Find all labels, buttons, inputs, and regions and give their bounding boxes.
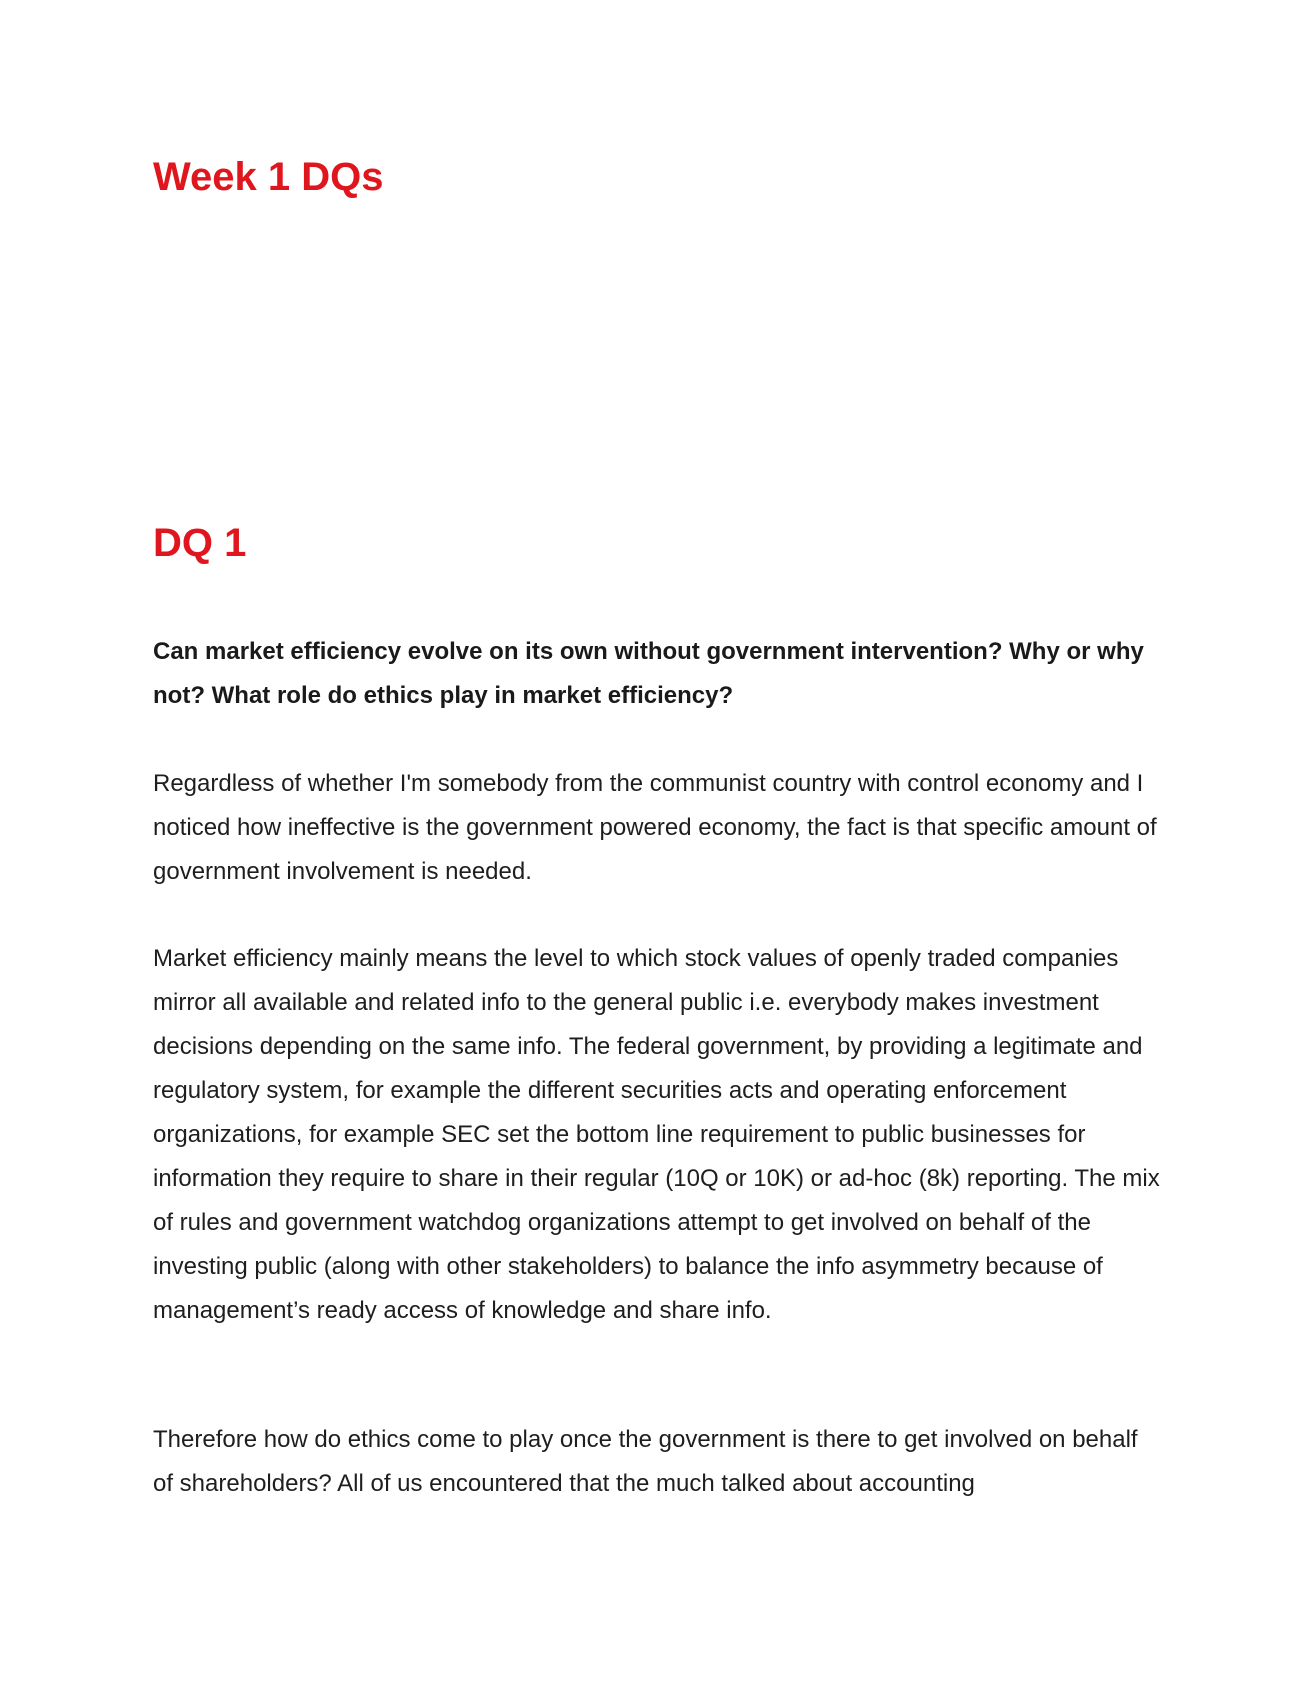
body-paragraph: Market efficiency mainly means the level to which stock values of openly traded companies mirror all available and related info to the general public i.e. everybody makes investment decisions depending on the same info. The federal government, by providing a legitimate and regulatory system, for example the different securities acts and operating enforcement organizations, for example SEC set the bottom line requirement to public businesses for information they require to share in their regular (10Q or 10K) or ad-hoc (8k) reporting. The mix of rules and government watchdog organizations attempt to get involved on behalf of the investing public (along with other stakeholders) to balance the info asymmetry because of management’s ready access of knowledge and share info. bbox=[153, 945, 1160, 1324]
document-title: Week 1 DQs bbox=[153, 155, 384, 199]
body-paragraph: Therefore how do ethics come to play once the government is there to get involved on behalf of shareholders? All of us encountered that the much talked about accounting bbox=[153, 1426, 1138, 1497]
section-heading: DQ 1 bbox=[153, 521, 247, 565]
discussion-question: Can market efficiency evolve on its own without government intervention? Why or why not? What role do ethics play in market efficiency? bbox=[153, 638, 1144, 709]
body-paragraph: Regardless of whether I'm somebody from the communist country with control economy and I noticed how ineffective is the government powered economy, the fact is that specific amount of government involvement is needed. bbox=[153, 770, 1157, 885]
